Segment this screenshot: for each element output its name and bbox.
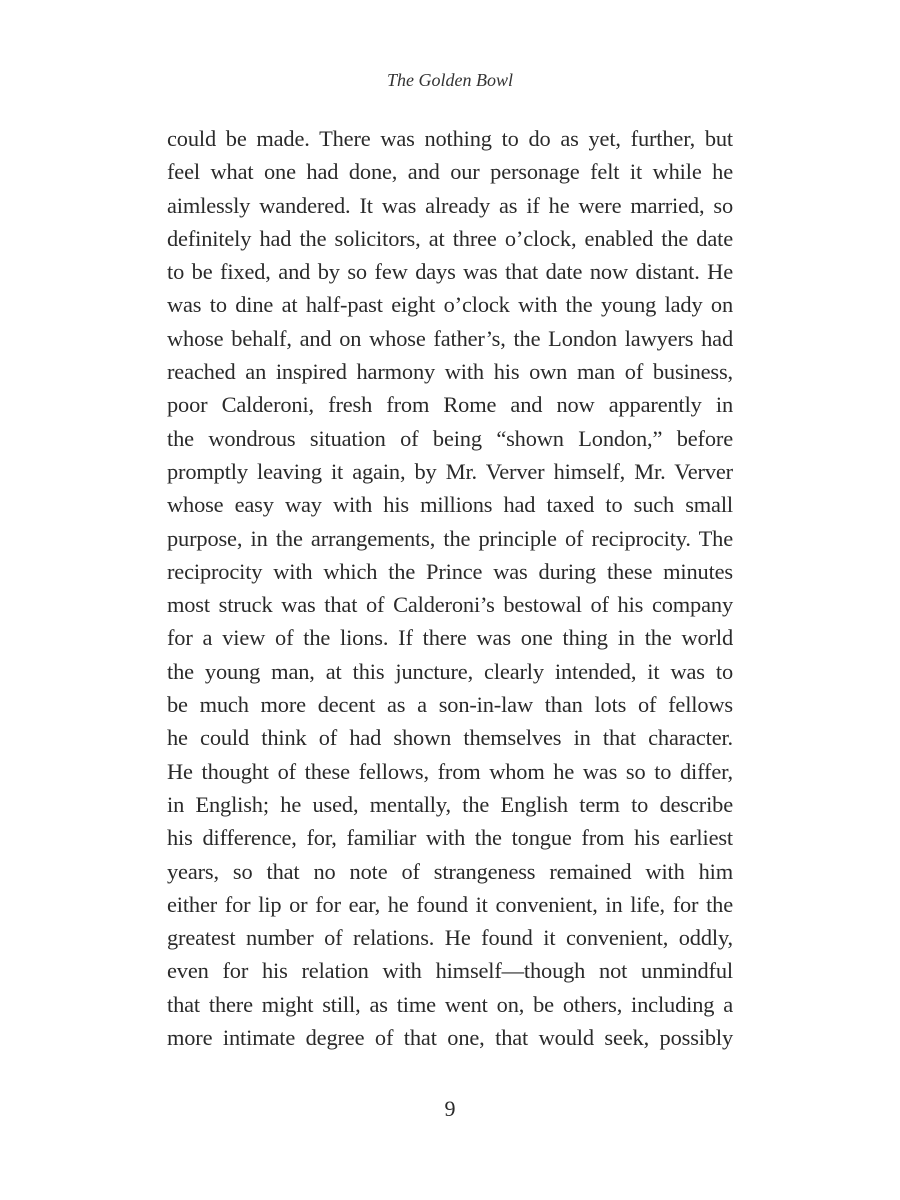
text-line: definitely had the solicitors, at three o’clock, enabled the date bbox=[167, 225, 733, 251]
text-line: whose easy way with his millions had taxed to such small bbox=[167, 492, 733, 518]
text-line: greatest number of relations. He found it convenient, oddly, bbox=[167, 925, 733, 951]
text-line: even for his relation with himself—though not unmindful bbox=[167, 958, 733, 984]
text-line: feel what one had done, and our personage felt it while he bbox=[167, 159, 733, 185]
text-line: could be made. There was nothing to do as yet, further, but bbox=[167, 126, 733, 151]
text-line: the young man, at this juncture, clearly intended, it was to bbox=[167, 658, 733, 684]
text-line: that there might still, as time went on, be others, including a bbox=[167, 991, 733, 1017]
text-line: years, so that no note of strangeness remained with him bbox=[167, 858, 733, 884]
text-line: the wondrous situation of being “shown London,” before bbox=[167, 425, 733, 451]
text-line: for a view of the lions. If there was one thing in the world bbox=[167, 625, 733, 651]
page-number: 9 bbox=[444, 1096, 456, 1121]
text-line: He thought of these fellows, from whom he was so to differ, bbox=[167, 758, 733, 784]
text-line: more intimate degree of that one, that would seek, possibly bbox=[167, 1025, 733, 1051]
text-line: most struck was that of Calderoni’s bestowal of his company bbox=[167, 592, 733, 618]
text-line: reached an inspired harmony with his own man of business, bbox=[167, 359, 733, 385]
body-text bbox=[167, 122, 733, 1054]
running-header: The Golden Bowl bbox=[387, 70, 513, 90]
text-line: whose behalf, and on whose father’s, the London lawyers had bbox=[167, 325, 733, 351]
text-line: reciprocity with which the Prince was during these minutes bbox=[167, 558, 733, 584]
text-line: he could think of had shown themselves in that character. bbox=[167, 725, 733, 751]
text-line: his difference, for, familiar with the tongue from his earliest bbox=[167, 825, 733, 851]
text-line: poor Calderoni, fresh from Rome and now apparently in bbox=[167, 392, 733, 418]
text-line: promptly leaving it again, by Mr. Verver himself, Mr. Verver bbox=[167, 458, 733, 484]
text-line: to be fixed, and by so few days was that date now distant. He bbox=[167, 259, 733, 285]
text-line: was to dine at half-past eight o’clock with the young lady on bbox=[167, 292, 733, 318]
text-line: be much more decent as a son-in-law than lots of fellows bbox=[167, 692, 733, 718]
text-line: purpose, in the arrangements, the principle of reciprocity. The bbox=[167, 525, 733, 551]
text-line: in English; he used, mentally, the English term to describe bbox=[167, 791, 733, 817]
text-line: aimlessly wandered. It was already as if he were married, so bbox=[167, 192, 733, 218]
text-line: either for lip or for ear, he found it convenient, in life, for the bbox=[167, 891, 733, 917]
